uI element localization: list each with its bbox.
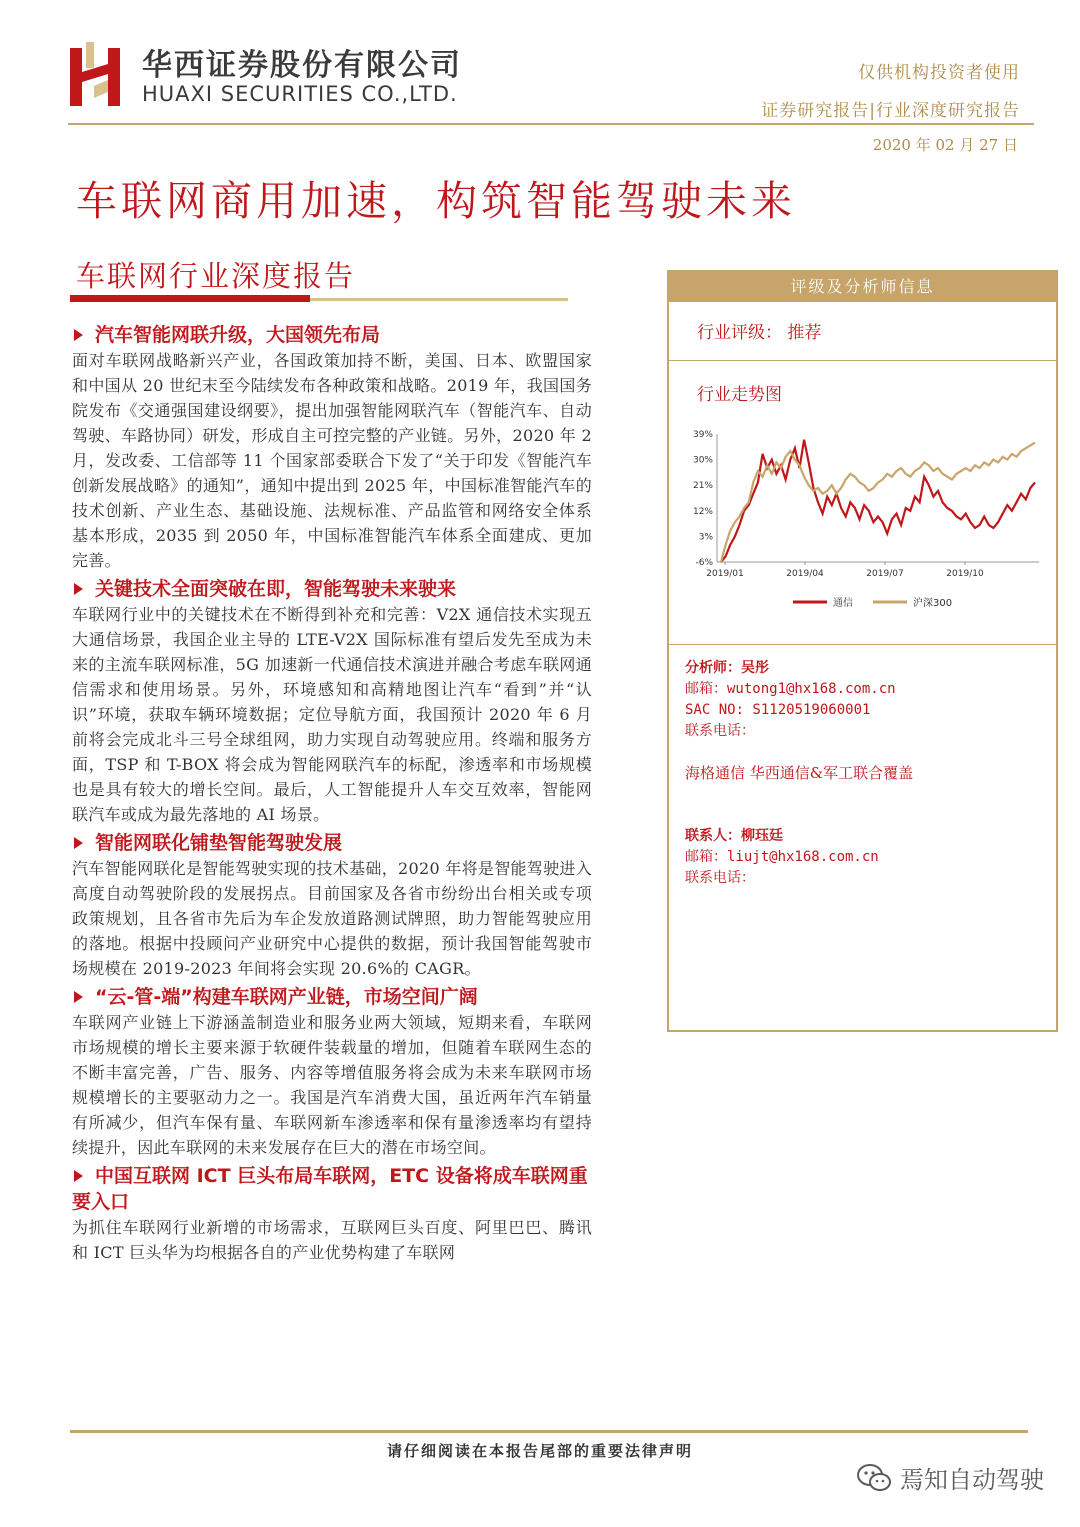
section-heading: 中国互联网 ICT 巨头布局车联网，ETC 设备将成车联网重要入口 <box>72 1165 588 1213</box>
summary-section <box>72 1163 592 1265</box>
chart-y-tick-label: 12% <box>692 506 713 517</box>
chart-y-tick-label: 39% <box>692 430 713 440</box>
analyst-info <box>685 658 896 742</box>
footer-divider <box>70 1430 1028 1433</box>
watermark-text: 焉知自动驾驶 <box>900 1466 1044 1494</box>
industry-rating: 行业评级： 推荐 <box>697 323 822 343</box>
section-body: 为抓住车联网行业新增的市场需求，互联网巨头百度、阿里巴巴、腾讯和 ICT 巨头华为均根据各自的产业优势构建了车联网 <box>72 1218 592 1262</box>
section-heading: 关键技术全面突破在即，智能驾驶未来驶来 <box>72 576 592 602</box>
contact-phone: 联系电话： <box>685 870 755 886</box>
subtitle-underline-accent <box>70 295 310 302</box>
summary-section <box>72 322 592 573</box>
chart-y-tick-label: 21% <box>692 481 713 492</box>
analyst-sac: SAC NO: S1120519060001 <box>685 702 871 718</box>
chart-series-line-1 <box>721 443 1035 563</box>
chart-legend-label: 通信 <box>833 598 853 609</box>
section-body: 车联网行业中的关键技术在不断得到补充和完善：V2X 通信技术实现五大通信场景，我国企业主导的 LTE-V2X 国际标准有望后发先至成为未来的主流车联网标准，5G 加速新一代通信技术演进并融合考虑车联网通信需求和使用场景。另外，环境感知和高精地图让汽车“看到”并“认识”环境，获取车辆环境数据；定位导航方面，我国预计 2020 年 6 月前将会完成北斗三号全球组网，助力实现自动驾驶应用。终端和服务方面，TSP 和 T-BOX 将会成为智能网联汽车的标配，渗透率和市场规模也是具有较大的增长空间。最后，人工智能提升人车交互效率，智能网联汽车或成为最先落地的 AI 场景。 <box>72 605 592 824</box>
contact-email: 邮箱：liujt@hx168.com.cn <box>685 849 879 865</box>
company-logo <box>64 38 494 110</box>
chart-x-tick-label: 2019/10 <box>946 569 984 579</box>
analyst-phone: 联系电话： <box>685 723 755 739</box>
contact-info <box>685 826 879 889</box>
bullet-arrow-icon <box>74 583 83 595</box>
chart-x-tick-label: 2019/04 <box>786 569 824 579</box>
panel-divider <box>669 644 1056 645</box>
summary-section <box>72 984 592 1160</box>
header-divider <box>68 123 1034 125</box>
section-heading: “云-管-端”构建车联网产业链，市场空间广阔 <box>72 984 592 1010</box>
report-date: 2020 年 02 月 27 日 <box>872 136 1018 154</box>
analyst-email: 邮箱：wutong1@hx168.com.cn <box>685 681 896 697</box>
chart-y-tick-label: -6% <box>695 558 713 568</box>
analyst-panel <box>667 270 1058 1032</box>
logo-en-text: HUAXI SECURITIES CO.,LTD. <box>142 82 458 106</box>
section-body: 面对车联网战略新兴产业，各国政策加持不断，美国、日本、欧盟国家和中国从 20 世纪末至今陆续发布各种政策和战略。2019 年，我国国务院发布《交通强国建设纲要》，提出加强智能网联汽车（智能汽车、自动驾驶、车路协同）研发，形成自主可控完整的产业链。另外，2020 年 2 月，发改委、工信部等 11 个国家部委联合下发了“关于印发《智能汽车创新发展战略》的通知”，通知中提出到 2025 年，中国标准智能汽车的技术创新、产业生态、基础设施、法规标准、产品监管和网络安全体系基本形成，2035 到 2050 年，中国标准智能汽车体系全面建成、更加完善。 <box>72 351 592 570</box>
bullet-arrow-icon <box>74 1170 83 1182</box>
report-type: 证券研究报告|行业深度研究报告 <box>761 101 1020 121</box>
summary-section <box>72 576 592 827</box>
legal-notice: 请仔细阅读在本报告尾部的重要法律声明 <box>386 1442 693 1460</box>
summary-column <box>72 322 592 1268</box>
chart-series-line-0 <box>721 440 1035 562</box>
watermark <box>856 1460 1044 1495</box>
panel-header: 评级及分析师信息 <box>669 272 1056 302</box>
section-heading: 智能网联化铺垫智能驾驶发展 <box>72 830 592 856</box>
bullet-arrow-icon <box>74 329 83 341</box>
summary-section <box>72 830 592 981</box>
coverage-team: 海格通信 华西通信&军工联合覆盖 <box>685 764 914 782</box>
panel-divider <box>669 360 1056 361</box>
huaxi-logo-icon <box>68 42 128 106</box>
wechat-icon <box>856 1463 892 1493</box>
report-subtitle: 车联网行业深度报告 <box>76 259 356 293</box>
contact-name: 联系人：柳珏廷 <box>685 828 783 844</box>
logo-cn-text: 华西证券股份有限公司 <box>142 48 462 83</box>
chart-x-tick-label: 2019/07 <box>866 569 904 579</box>
trend-chart-label: 行业走势图 <box>697 385 782 405</box>
analyst-name: 分析师：吴彤 <box>685 660 769 676</box>
chart-y-tick-label: 30% <box>692 455 713 466</box>
audience-note: 仅供机构投资者使用 <box>858 63 1020 83</box>
section-body: 车联网产业链上下游涵盖制造业和服务业两大领域，短期来看，车联网市场规模的增长主要来源于软硬件装载量的增加，但随着车联网生态的不断丰富完善，广告、服务、内容等增值服务将会成为未来车联网市场规模增长的主要驱动力之一。我国是汽车消费大国，虽近两年汽车销量有所减少，但汽车保有量、车联网新车渗透率和保有量渗透率均有望持续提升，因此车联网的未来发展存在巨大的潜在市场空间。 <box>72 1013 592 1157</box>
industry-trend-chart <box>683 422 1053 622</box>
bullet-arrow-icon <box>74 837 83 849</box>
chart-x-tick-label: 2019/01 <box>706 569 744 579</box>
bullet-arrow-icon <box>74 991 83 1003</box>
chart-legend-label: 沪深300 <box>913 598 953 609</box>
section-heading: 汽车智能网联升级，大国领先布局 <box>72 322 592 348</box>
chart-y-tick-label: 3% <box>698 532 713 543</box>
page-title: 车联网商用加速，构筑智能驾驶未来 <box>76 177 796 225</box>
section-body: 汽车智能网联化是智能驾驶实现的技术基础，2020 年将是智能驾驶进入高度自动驾驶阶段的发展拐点。目前国家及各省市纷纷出台相关或专项政策规划，且各省市先后为车企发放道路测试牌照，助力智能驾驶应用的落地。根据中投顾问产业研究中心提供的数据，预计我国智能驾驶市场规模在 2019-2023 年间将会实现 20.6%的 CAGR。 <box>72 859 593 978</box>
